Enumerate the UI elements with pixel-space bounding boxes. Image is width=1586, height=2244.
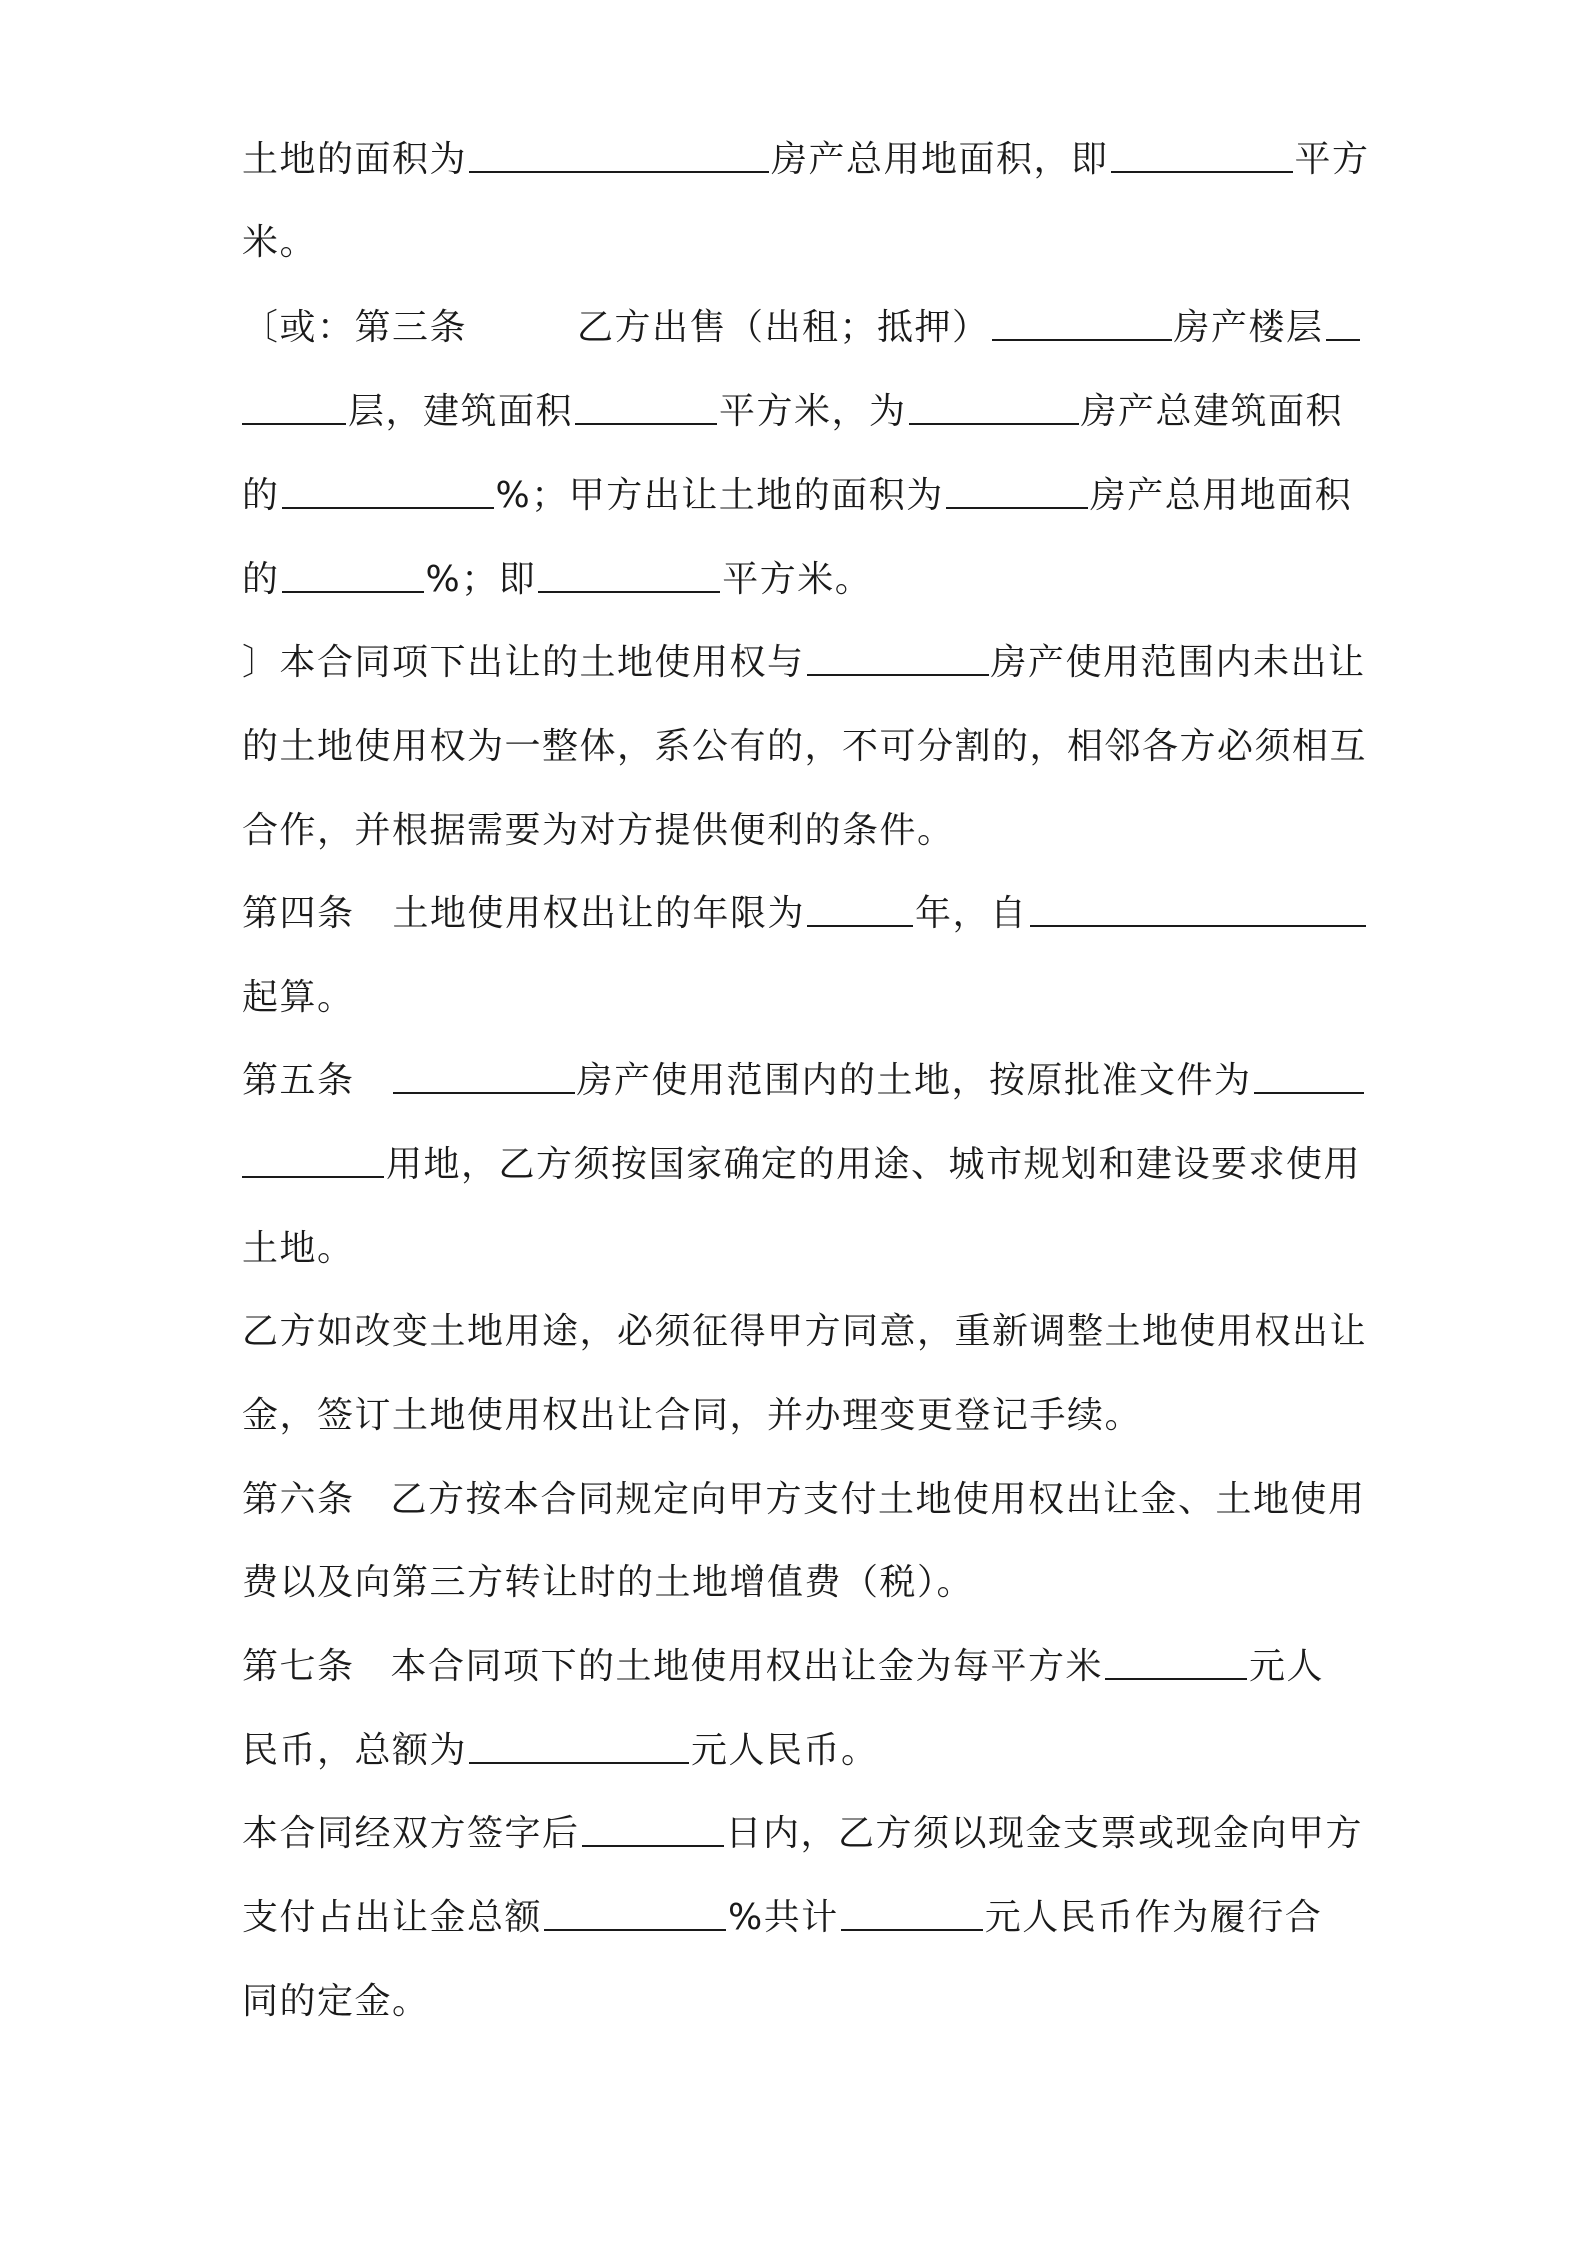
article-label: 第五条 [242, 1060, 355, 1101]
text-segment: 的 [242, 475, 280, 516]
text-segment: 合作，并根据需要为对方提供便利的条件。 [242, 810, 955, 851]
fill-blank [242, 1142, 384, 1178]
text-segment: %；甲方出让土地的面积为 [495, 475, 944, 516]
text-line [242, 1219, 1362, 1279]
text-segment: 本合同经双方签字后 [242, 1813, 580, 1854]
text-line [242, 1888, 1362, 1948]
text-segment: 土地。 [242, 1228, 355, 1269]
text-segment: 元人民币作为履行合 [984, 1897, 1323, 1938]
text-line [242, 1470, 1366, 1530]
fill-blank [469, 1728, 689, 1764]
text-line [242, 1386, 1362, 1446]
text-segment: 支付占出让金总额 [242, 1897, 543, 1938]
text-segment: 土地使用权出让的年限为 [392, 893, 806, 934]
fill-blank [807, 891, 913, 927]
text-segment: 元人民币。 [691, 1730, 879, 1771]
text-segment: 同的定金。 [242, 1981, 430, 2022]
fill-blank [946, 473, 1088, 509]
article-label: 第七条 [242, 1646, 355, 1687]
text-segment: 元人 [1249, 1646, 1325, 1687]
text-line [242, 633, 1366, 693]
text-line [242, 130, 1370, 190]
text-line [242, 1135, 1362, 1195]
text-segment: 房产使用范围内的土地，按原批准文件为 [576, 1060, 1252, 1101]
fill-blank [538, 557, 720, 593]
text-segment: 民币，总额为 [242, 1730, 468, 1771]
fill-blank [841, 1895, 983, 1931]
text-segment: 乙方出售（出租；抵押） [577, 307, 990, 348]
text-segment: %共计 [728, 1897, 839, 1938]
text-segment: 平方 [1294, 139, 1370, 180]
fill-blank [544, 1895, 726, 1931]
fill-blank [1030, 891, 1366, 927]
text-line [242, 550, 1362, 610]
text-line [242, 213, 1362, 273]
text-segment: 费以及向第三方转让时的土地增值费（税）。 [242, 1562, 975, 1603]
text-line [242, 1553, 1362, 1613]
text-line [242, 884, 1362, 944]
article-label: 第六条 [242, 1479, 355, 1520]
fill-blank [909, 389, 1079, 425]
text-segment: 房产楼层 [1173, 307, 1324, 348]
fill-blank [1105, 1644, 1247, 1680]
text-line [242, 382, 1362, 442]
text-segment: 本合同项下的土地使用权出让金为每平方米 [390, 1646, 1104, 1687]
text-line [242, 1637, 1362, 1697]
text-segment: 金，签订土地使用权出让合同，并办理变更登记手续。 [242, 1395, 1143, 1436]
text-line [242, 717, 1368, 777]
text-segment: 的 [242, 559, 280, 600]
text-segment: 房产总用地面积，即 [771, 139, 1109, 180]
text-line [242, 298, 1362, 358]
text-segment: 房产总建筑面积 [1080, 391, 1344, 432]
fill-blank [1326, 305, 1360, 341]
text-segment: 平方米，为 [719, 391, 907, 432]
text-line [242, 1302, 1368, 1362]
text-segment: 平方米。 [722, 559, 873, 600]
text-segment: 房产总用地面积 [1089, 475, 1353, 516]
text-segment: 年，自 [915, 893, 1028, 934]
fill-blank [575, 389, 717, 425]
text-segment: 乙方按本合同规定向甲方支付土地使用权出让金、土地使用 [390, 1479, 1366, 1520]
fill-blank [469, 137, 769, 173]
fill-blank [582, 1811, 724, 1847]
text-line [242, 1972, 1362, 2032]
fill-blank [282, 557, 424, 593]
text-segment: 〔或：第三条 [242, 307, 468, 348]
text-segment: 土地的面积为 [242, 139, 468, 180]
text-segment: 日内，乙方须以现金支票或现金向甲方 [725, 1813, 1364, 1854]
text-line [242, 1804, 1362, 1864]
text-line [242, 1721, 1362, 1781]
fill-blank [807, 640, 989, 676]
text-segment: 的土地使用权为一整体，系公有的，不可分割的，相邻各方必须相互 [242, 726, 1368, 767]
fill-blank [242, 389, 346, 425]
article-label: 第四条 [242, 893, 355, 934]
fill-blank [282, 473, 494, 509]
text-line [242, 968, 1362, 1028]
fill-blank [1254, 1058, 1364, 1094]
fill-blank [1111, 137, 1293, 173]
text-line [242, 1051, 1362, 1111]
text-segment: 房产使用范围内未出让 [990, 642, 1366, 683]
text-line [242, 801, 1362, 861]
text-segment: 起算。 [242, 977, 355, 1018]
fill-blank [393, 1058, 575, 1094]
text-segment: 用地，乙方须按国家确定的用途、城市规划和建设要求使用 [386, 1144, 1362, 1185]
text-segment: 米。 [242, 222, 318, 263]
text-segment: 〕本合同项下出让的土地使用权与 [242, 642, 805, 683]
text-line [242, 466, 1362, 526]
text-segment: %；即 [425, 559, 537, 600]
fill-blank [992, 305, 1172, 341]
text-segment: 乙方如改变土地用途，必须征得甲方同意，重新调整土地使用权出让 [242, 1311, 1368, 1352]
text-segment: 层，建筑面积 [348, 391, 574, 432]
